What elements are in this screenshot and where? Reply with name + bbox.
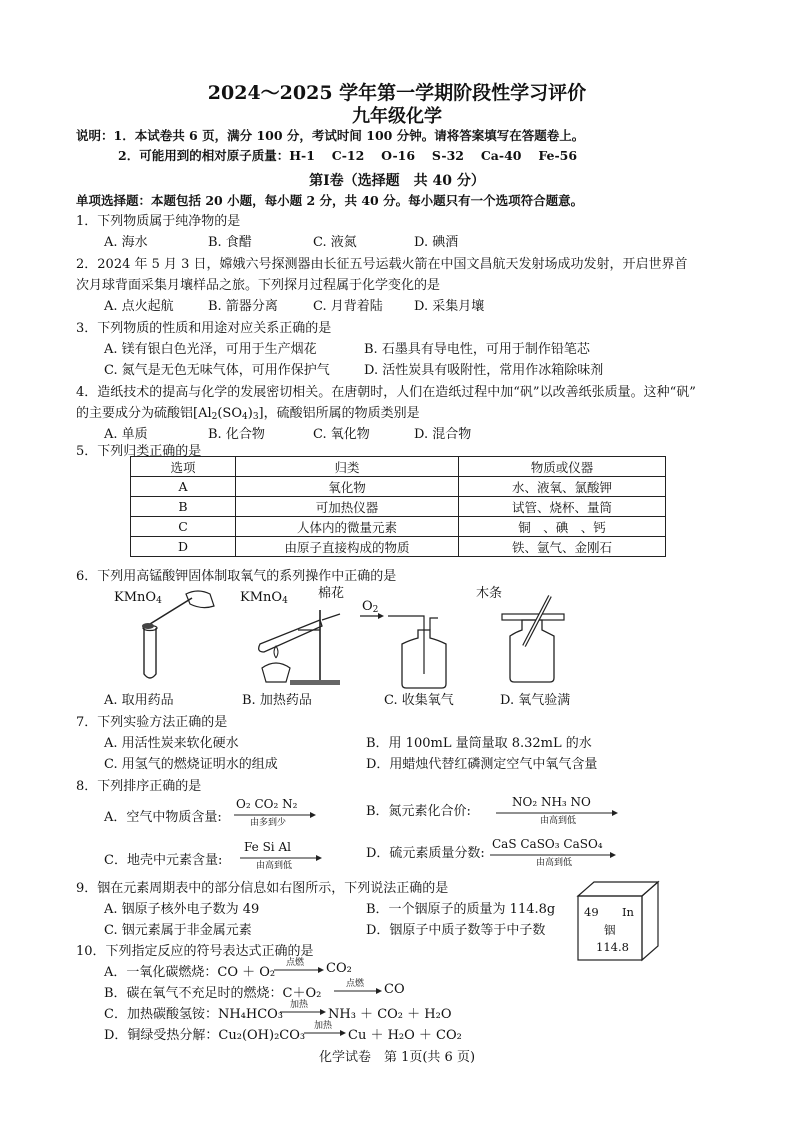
q10-option-a[interactable] [104,961,275,980]
q9-option-b[interactable]: B．一个铟原子的质量为 114.8g [366,902,556,917]
q6a-figure [110,588,220,684]
table-cell: 氧化物 [236,477,459,497]
q6d-figure [488,592,578,686]
q2-option-d[interactable]: D. 采集月壤 [414,299,485,314]
q8-option-c[interactable]: C．地壳中元素含量: [104,853,223,868]
q8-option-a[interactable]: A．空气中物质含量: [104,810,222,825]
q9-option-d[interactable]: D．铟原子中质子数等于中子数 [366,923,546,938]
q10a-condition: 点燃 [286,958,305,968]
table-row [131,517,666,537]
q3-stem: 3．下列物质的性质和用途对应关系正确的是 [76,321,332,336]
table-cell: 人体内的微量元素 [236,517,459,537]
q8c-order: 由高到低 [256,861,293,871]
q2-option-b[interactable]: B. 箭器分离 [208,299,278,314]
q7-option-a[interactable]: A. 用活性炭来软化硬水 [104,736,239,751]
table-cell: 铜 、碘 、钙 [459,517,666,537]
q10d-condition: 加热 [314,1021,333,1031]
q6-option-c[interactable]: C. 收集氧气 [384,693,454,708]
element-atomic-mass: 114.8 [596,940,629,954]
q4-text-b: (SO [217,406,242,421]
q1-option-d[interactable]: D. 碘酒 [414,235,459,250]
q2-stem-line2: 次月球背面采集月壤样品之旅。下列探月过程属于化学变化的是 [76,278,441,293]
q1-stem: 1．下列物质属于纯净物的是 [76,214,241,229]
q8a-order: 由多到少 [250,818,287,828]
q10a-product: CO₂ [326,961,352,976]
q4-option-a[interactable]: A. 单质 [104,427,148,442]
q6d-label-stick: 木条 [476,586,503,601]
table-cell: 水、液氧、氯酸钾 [459,477,666,497]
q4-text-d: ]，硫酸铝所属的物质类别是 [258,406,420,421]
q2-stem-line1: 2．2024 年 5 月 3 日，嫦娥六号探测器由长征五号运载火箭在中国文昌航天发射场成功发射，开启世界首 [76,257,688,272]
q1-option-a[interactable]: A. 海水 [104,235,148,250]
q7-option-c[interactable]: C. 用氢气的燃烧证明水的组成 [104,757,278,772]
q4-text-c: ) [247,406,253,421]
table-header-cell: 归类 [236,457,459,477]
table-row [131,537,666,557]
q6b-label-cotton: 棉花 [318,586,345,601]
note-1: 说明：1．本试卷共 6 页，满分 100 分，考试时间 100 分钟。请将答案填写在答题卷上。 [76,128,585,143]
q1-option-c[interactable]: C. 液氮 [313,235,357,250]
table-cell: 试管、烧杯、量筒 [459,497,666,517]
q2-option-c[interactable]: C. 月背着陆 [313,299,383,314]
q5-stem: 5．下列归类正确的是 [76,444,202,459]
q10d-arrow [304,1029,346,1037]
q4-option-c[interactable]: C. 氧化物 [313,427,370,442]
q10c-products: NH₃ ＋ CO₂ ＋ H₂O [328,1007,452,1022]
q6-option-a[interactable]: A. 取用药品 [104,693,174,708]
q10b-product: CO [384,982,405,997]
table-cell: C [131,517,236,537]
q7-stem: 7．下列实验方法正确的是 [76,715,228,730]
q4-sub-2: 2 [211,412,218,422]
q8a-sequence: O₂ CO₂ N₂ [236,797,298,811]
q10b-arrow [334,987,382,995]
section-instruction: 单项选择题：本题包括 20 小题，每小题 2 分，共 40 分。每小题只有一个选项符合题意。 [76,193,584,208]
q6a-label-kmno4: KMnO$_4$ [114,590,162,606]
q8-stem: 8．下列排序正确的是 [76,779,202,794]
table-cell: 可加热仪器 [236,497,459,517]
q10b-reactants: B．碳在氧气不充足时的燃烧：C＋O₂ [104,986,322,1001]
table-cell: 铁、氩气、金刚石 [459,537,666,557]
q9-option-c[interactable]: C. 铟元素属于非金属元素 [104,923,252,938]
table-cell: A [131,477,236,497]
element-name: 铟 [604,923,616,937]
q2-option-a[interactable]: A. 点火起航 [104,299,174,314]
table-cell: 由原子直接构成的物质 [236,537,459,557]
q4-stem-line1: 4．造纸技术的提高与化学的发展密切相关。在唐朝时，人们在造纸过程中加“矾”以改善纸张质量。这种“矾” [76,385,696,400]
q4-sub-4: 4 [242,412,248,422]
q7-option-d[interactable]: D．用蜡烛代替红磷测定空气中氧气含量 [366,757,598,772]
q9-stem: 9．铟在元素周期表中的部分信息如右图所示，下列说法正确的是 [76,881,449,896]
q6-option-b[interactable]: B. 加热药品 [242,693,312,708]
q8d-order: 由高到低 [536,858,573,868]
q4-sub-3: 3 [252,412,259,422]
q6b-figure [236,596,346,688]
q4-option-b[interactable]: B. 化合物 [208,427,265,442]
alcohol-lamp-icon [262,663,290,682]
q6-option-d[interactable]: D. 氧气验满 [500,693,571,708]
q1-option-b[interactable]: B. 食醋 [208,235,252,250]
q10c-reactants: C．加热碳酸氢铵：NH₄HCO₃ [104,1007,284,1022]
q8c-sequence: Fe Si Al [244,840,291,854]
q7-option-b[interactable]: B．用 100mL 量筒量取 8.32mL 的水 [366,736,592,751]
table-header-cell: 选项 [131,457,236,477]
q10d-reactants: D．铜绿受热分解：Cu₂(OH)₂CO₃ [104,1028,306,1043]
q6-stem: 6．下列用高锰酸钾固体制取氧气的系列操作中正确的是 [76,569,397,584]
spoon-icon [150,598,192,624]
q8d-sequence: CaS CaSO₃ CaSO₄ [492,837,603,851]
q10-option-c[interactable] [104,1003,283,1022]
exam-subtitle: 九年级化学 [352,106,442,127]
q3-option-b[interactable]: B. 石墨具有导电性，可用于制作铅笔芯 [364,342,590,357]
q10c-arrow [280,1008,326,1016]
q10c-condition: 加热 [290,1000,309,1010]
q4-text-a: 的主要成分为硫酸铝[Al [76,406,212,421]
q3-option-a[interactable]: A. 镁有银白色光泽，可用于生产烟花 [104,342,317,357]
exam-title: 2024～2025 学年第一学期阶段性学习评价 [207,82,587,104]
glass-plate-icon [502,614,564,620]
q8-option-b[interactable]: B．氮元素化合价: [366,804,471,819]
q4-option-d[interactable]: D. 混合物 [414,427,472,442]
q10-option-b[interactable] [104,982,321,1001]
q6c-label-o2: $O_2$ [362,599,379,615]
q10-option-d[interactable] [104,1024,305,1043]
page-footer: 化学试卷 第 1页(共 6 页) [318,1050,476,1065]
q3-option-d[interactable]: D. 活性炭具有吸附性，常用作冰箱除味剂 [364,363,604,378]
q10a-reactants: A．一氧化碳燃烧：CO ＋ O₂ [104,965,276,980]
q10-stem: 10．下列指定反应的符号表达式正确的是 [76,944,314,959]
q9-option-a[interactable]: A. 铟原子核外电子数为 49 [104,902,260,917]
test-tube-icon [259,620,322,652]
table-cell: D [131,537,236,557]
table-header-row [131,457,666,477]
table-row [131,497,666,517]
q6c-figure [358,604,458,690]
q5-classification-table [130,456,666,557]
q10a-arrow [274,966,324,974]
element-atomic-number: 49 [584,905,599,919]
table-header-cell: 物质或仪器 [459,457,666,477]
q10b-condition: 点燃 [346,979,365,989]
note-2: 2．可能用到的相对原子质量：H-1 C-12 O-16 S-32 Ca-40 Fe-56 [118,148,578,163]
q6b-label-kmno4: KMnO$_4$ [240,590,288,606]
q8b-sequence: NO₂ NH₃ NO [512,795,591,809]
test-tube-icon [144,628,156,678]
q4-stem-line2 [76,402,420,422]
table-row [131,477,666,497]
q8-option-d[interactable]: D．硫元素质量分数: [366,846,485,861]
q3-option-c[interactable]: C. 氮气是无色无味气体，可用作保护气 [104,363,330,378]
q10d-products: Cu ＋ H₂O ＋ CO₂ [348,1028,462,1043]
element-symbol: In [622,905,634,919]
section-title: 第Ⅰ卷（选择题 共 40 分） [309,173,485,189]
q8b-order: 由高到低 [540,816,577,826]
table-cell: B [131,497,236,517]
